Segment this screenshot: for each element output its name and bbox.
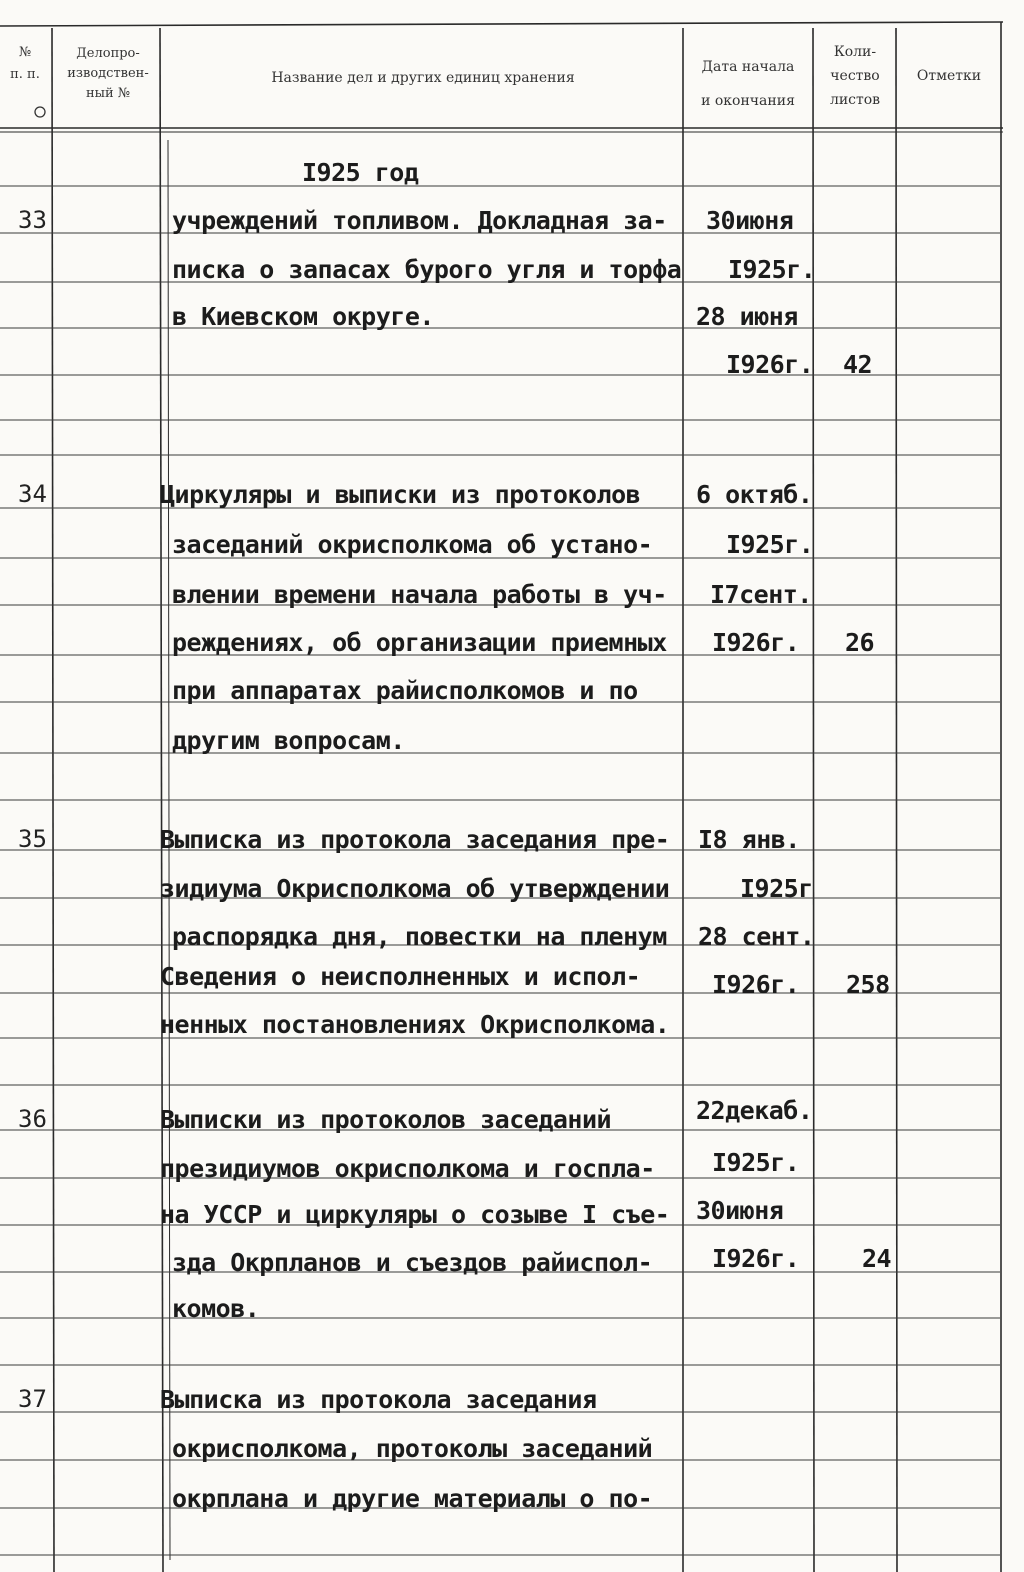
entry-title-line: заседаний окрисполкома об устано- xyxy=(172,530,653,559)
entry-number: 37 xyxy=(18,1385,47,1413)
entry-title-line: зидиума Окрисполкома об утверждении xyxy=(160,874,670,903)
entry-number: 36 xyxy=(18,1105,47,1133)
entry-date: 28 июня xyxy=(696,302,798,331)
entry-title-line: при аппаратах райисполкомов и по xyxy=(172,676,638,705)
entry-title-line: учреждений топливом. Докладная за- xyxy=(172,206,667,235)
entry-sheet-count: 42 xyxy=(843,350,873,379)
entry-date: I926г. xyxy=(712,970,800,999)
header-col-number: № п. п. xyxy=(10,45,40,82)
entry-title-line: окрплана и другие материалы о по- xyxy=(172,1484,653,1513)
entry-date: 30июня xyxy=(706,206,794,235)
entry-sheet-count: 24 xyxy=(862,1244,892,1273)
entry-title-line: распорядка дня, повестки на пленум xyxy=(172,922,667,951)
entry-sheet-count: 258 xyxy=(846,970,890,999)
entry-date: I925г. xyxy=(712,1148,800,1177)
entry-title-line: окрисполкома, протоколы заседаний xyxy=(172,1434,653,1463)
entry-date: I926г. xyxy=(726,350,814,379)
entry-date: I925г. xyxy=(726,530,814,559)
entry-number: 34 xyxy=(18,480,47,508)
entry-title-line: писка о запасах бурого угля и торфа xyxy=(172,255,682,284)
entry-title-line: комов. xyxy=(172,1294,260,1323)
entry-title-line: на УССР и циркуляры о созыве I съе- xyxy=(160,1200,670,1229)
entry-date: I925г. xyxy=(728,255,816,284)
header-col-office-number: Делопро- изводствен- ный № xyxy=(67,46,149,101)
entry-title-line: Выписка из протокола заседания пре- xyxy=(160,825,670,854)
entry-date: 22декаб. xyxy=(696,1096,813,1125)
entry-date: I926г. xyxy=(712,628,800,657)
entry-title-line: Выписки из протоколов заседаний xyxy=(160,1105,612,1134)
entry-title-line: Выписка из протокола заседания xyxy=(160,1385,597,1414)
header-top-rule xyxy=(0,22,1003,26)
punch-hole-mark xyxy=(35,107,45,117)
entry-date: I7сент. xyxy=(710,580,812,609)
entry-title-line: реждениях, об организации приемных xyxy=(172,628,667,657)
entry-date: 28 сент. xyxy=(698,922,815,951)
entry-date: 30июня xyxy=(696,1196,784,1225)
entry-date: I926г. xyxy=(712,1244,800,1273)
header-col-title: Название дел и других единиц хранения xyxy=(271,70,575,86)
year-heading: I925 год xyxy=(302,158,419,187)
entry-title-line: Сведения о неисполненных и испол- xyxy=(160,962,641,991)
header-col-dates: Дата начала и окончания xyxy=(701,59,795,109)
entry-sheet-count: 26 xyxy=(845,628,875,657)
entry-title-line: президиумов окрисполкома и госпла- xyxy=(160,1154,655,1183)
entry-number: 35 xyxy=(18,825,47,853)
entry-number: 33 xyxy=(18,206,47,234)
entry-title-line: ненных постановлениях Окрисполкома. xyxy=(160,1010,670,1039)
entry-date: 6 октяб. xyxy=(696,480,813,509)
entry-title-line: в Киевском округе. xyxy=(172,302,434,331)
ruled-lines xyxy=(0,186,1000,1555)
entry-title-line: другим вопросам. xyxy=(172,726,405,755)
entry-title-line: Циркуляры и выписки из протоколов xyxy=(160,480,641,509)
entry-title-line: влении времени начала работы в уч- xyxy=(172,580,667,609)
entry-date: I925г xyxy=(740,874,813,903)
entry-title-line: зда Окрпланов и съездов райиспол- xyxy=(172,1248,653,1277)
header-col-notes: Отметки xyxy=(916,68,982,84)
entry-date: I8 янв. xyxy=(698,825,800,854)
header-col-sheets: Коли- чество листов xyxy=(829,44,881,108)
